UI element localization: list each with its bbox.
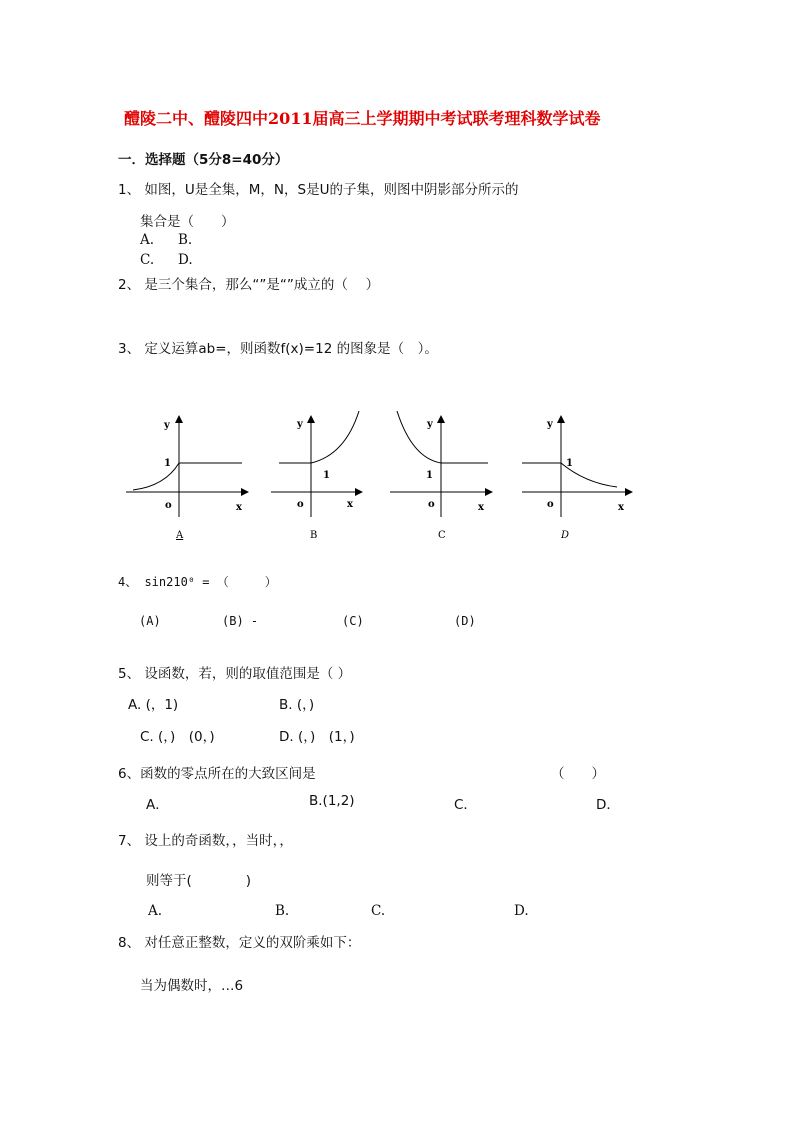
q5-option-d: D. (，) (1，) <box>279 729 355 745</box>
q6-answer-paren: （ ） <box>551 766 605 782</box>
q7-option-b: B. <box>275 903 290 919</box>
graph-b-y-label: y <box>297 419 303 430</box>
q5-option-a: A. (，1) <box>128 697 179 713</box>
graph-d-one-label: 1 <box>566 458 573 469</box>
graph-a <box>126 416 248 517</box>
question-1-stem: 1、 如图，U是全集，M，N，S是U的子集，则图中阴影部分所示的 <box>118 182 519 198</box>
graph-d-caption: D <box>561 530 570 541</box>
graph-b-o-label: o <box>297 499 304 510</box>
q5-option-c: C. (，) (0，) <box>140 729 215 745</box>
page-title: 醴陵二中、醴陵四中2011届高三上学期期中考试联考理科数学试卷 <box>124 109 601 128</box>
q4-option-d: (D) <box>454 614 476 628</box>
section-heading: 一．选择题（5分8=40分） <box>118 152 289 168</box>
graph-b-x-label: x <box>347 499 353 510</box>
graph-c-one-label: 1 <box>426 470 433 481</box>
question-7-stem-2: 则等于( ) <box>146 873 252 889</box>
graph-d <box>522 416 632 517</box>
question-3-stem: 3、 定义运算ab=，则函数f(x)=12 的图象是（ ）。 <box>118 341 438 357</box>
q6-option-a: A． <box>146 797 169 813</box>
graph-c-x-label: x <box>478 502 484 513</box>
graph-a-one-label: 1 <box>164 458 171 469</box>
q7-option-c: C. <box>371 903 386 919</box>
q7-option-a: A. <box>148 903 163 919</box>
question-6-stem: 6、函数的零点所在的大致区间是 <box>118 766 316 782</box>
graph-b-caption: B <box>310 530 318 541</box>
graph-a-y-label: y <box>164 420 170 431</box>
question-7-stem: 7、 设上的奇函数，，当时，， <box>118 833 293 849</box>
q4-option-a: (A) <box>139 614 161 628</box>
q1-option-a: A. <box>140 232 155 248</box>
q6-option-b: B.(1,2) <box>309 793 355 809</box>
q6-option-c: C． <box>454 797 477 813</box>
q4-option-c: (C) <box>342 614 364 628</box>
q1-option-b: B. <box>178 232 193 248</box>
q6-option-d: D． <box>596 797 620 813</box>
question-5-stem: 5、 设函数，若，则的取值范围是（ ） <box>118 666 352 682</box>
graph-a-caption: A <box>176 530 184 541</box>
graph-c-y-label: y <box>427 419 433 430</box>
graph-c-o-label: o <box>428 499 435 510</box>
question-2-stem: 2、 是三个集合，那么“”是“”成立的（ ） <box>118 277 380 293</box>
q5-option-b: B. (，) <box>279 697 315 713</box>
graph-c <box>390 411 492 517</box>
graph-a-o-label: o <box>165 500 172 511</box>
q4-option-b: (B) - <box>222 614 259 628</box>
graph-c-caption: C <box>438 530 446 541</box>
q1-option-d: D. <box>178 252 193 268</box>
graph-d-x-label: x <box>618 502 624 513</box>
graph-a-x-label: x <box>236 502 242 513</box>
graph-d-y-label: y <box>547 419 553 430</box>
question-4-stem: 4、 sin210⁰ = （ ） <box>118 575 277 589</box>
graph-d-o-label: o <box>547 499 554 510</box>
q7-option-d: D. <box>514 903 529 919</box>
q1-option-c: C. <box>140 252 155 268</box>
question-8-stem-2: 当为偶数时，…6 <box>140 978 244 994</box>
graph-b-one-label: 1 <box>323 470 330 481</box>
question-8-stem: 8、 对任意正整数，定义的双阶乘如下： <box>118 935 361 951</box>
question-1-stem-2: 集合是（ ） <box>140 214 235 230</box>
